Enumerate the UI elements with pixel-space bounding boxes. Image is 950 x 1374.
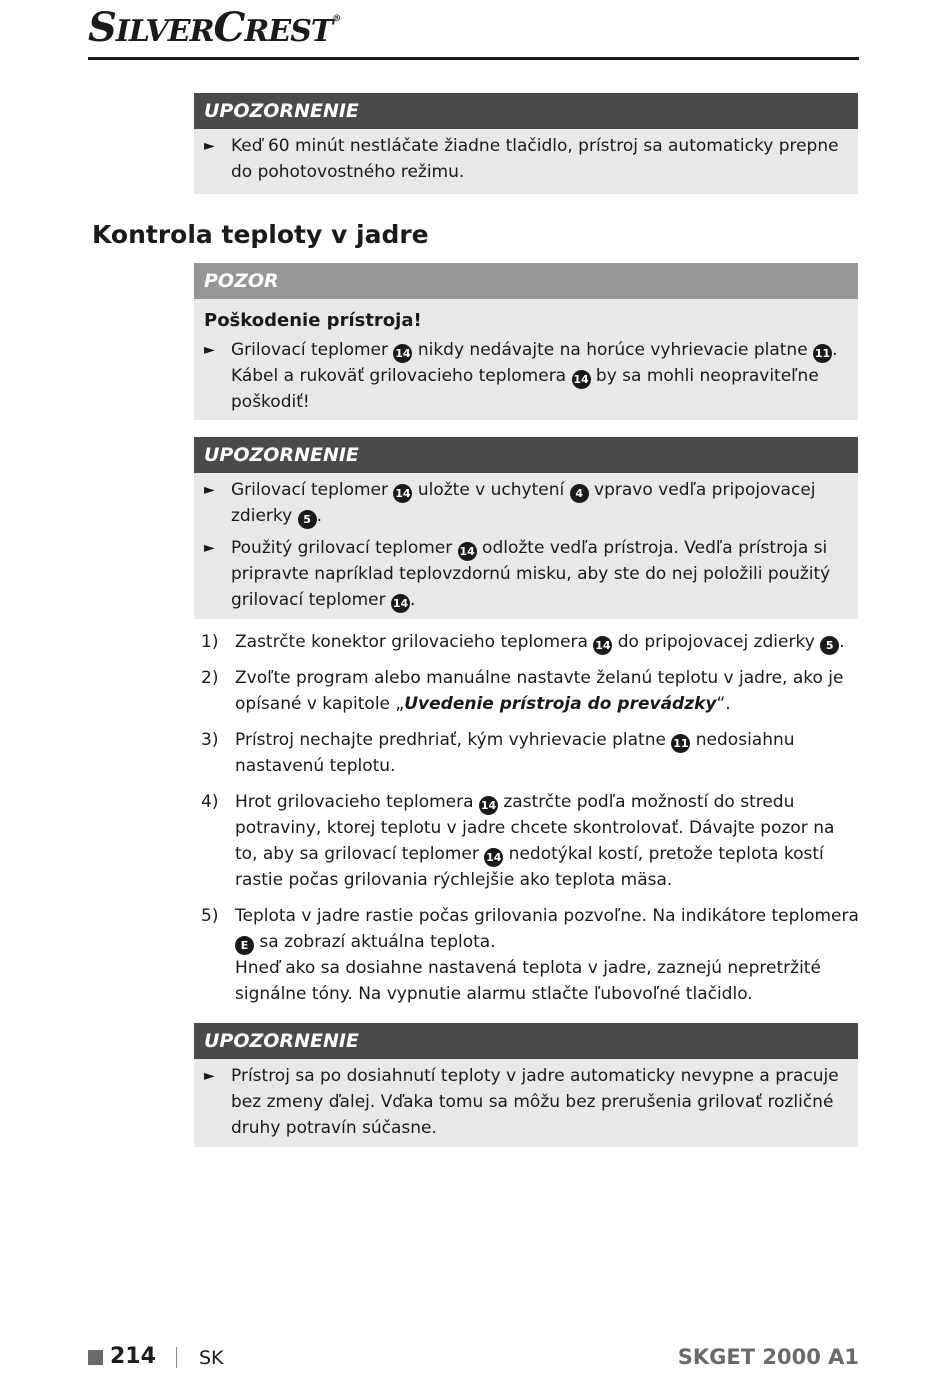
bullet-arrow-icon: ► bbox=[204, 1068, 215, 1084]
ref-14-icon: 14 bbox=[458, 542, 477, 561]
page-footer bbox=[88, 1344, 859, 1374]
page-number: 214 bbox=[110, 1344, 156, 1369]
ref-14-icon: 14 bbox=[479, 796, 498, 815]
note-box-thermometer bbox=[194, 437, 858, 619]
language-code: SK bbox=[199, 1347, 224, 1369]
model-number: SKGET 2000 A1 bbox=[677, 1345, 859, 1369]
ref-5-icon: 5 bbox=[820, 636, 839, 655]
bullet-arrow-icon: ► bbox=[204, 138, 215, 154]
bullet-arrow-icon: ► bbox=[204, 342, 215, 358]
bullet-arrow-icon: ► bbox=[204, 540, 215, 556]
ref-14-icon: 14 bbox=[572, 370, 591, 389]
step-4: 4) Hrot grilovacieho teplomera 14 zastrčte podľa možností do stredu potraviny, ktorej teplotu v jadre chcete skontrolovať. Dávajte pozor na to, aby sa grilovací teplomer 14 nedotýkal kostí, pretože teplota kostí rastie počas grilovania rýchlejšie ako teplota mäsa. bbox=[201, 792, 835, 890]
ref-4-icon: 4 bbox=[570, 484, 589, 503]
footer-divider bbox=[176, 1347, 177, 1368]
note-title: UPOZORNENIE bbox=[194, 1023, 858, 1059]
silvercrest-logo: SILVERCREST® bbox=[88, 4, 341, 51]
bullet-arrow-icon: ► bbox=[204, 482, 215, 498]
note-box-no-autooff bbox=[194, 1023, 858, 1147]
step-5: 5) Teplota v jadre rastie počas grilovania pozvoľne. Na indikátore teplomera E sa zobrazí aktuálna teplota. Hneď ako sa dosiahne nastavená teplota v jadre, zaznejú nepretržité signálne tóny. Na vypnutie alarmu stlačte ľubovoľné tlačidlo. bbox=[201, 906, 859, 1004]
step-3: 3) Prístroj nechajte predhriať, kým vyhrievacie platne 11 nedosiahnu nastavenú teplotu. bbox=[201, 730, 795, 776]
note-title: UPOZORNENIE bbox=[194, 437, 858, 473]
ref-14-icon: 14 bbox=[593, 636, 612, 655]
section-title: Kontrola teploty v jadre bbox=[92, 220, 429, 249]
note-box-standby bbox=[194, 93, 858, 194]
caution-subtitle: Poškodenie prístroja! bbox=[204, 310, 422, 331]
note-bullet: ► Použitý grilovací teplomer 14 odložte vedľa prístroja. Vedľa prístroja si pripravte napríklad teplovzdornú misku, aby ste do nej položili použitý grilovací teplomer 14 . bbox=[204, 535, 848, 613]
ref-11-icon: 11 bbox=[671, 734, 690, 753]
caution-box bbox=[194, 263, 858, 420]
ref-14-icon: 14 bbox=[393, 484, 412, 503]
caution-title: POZOR bbox=[194, 263, 858, 299]
steps-list bbox=[201, 629, 861, 1017]
note-bullet: ► Grilovací teplomer 14 uložte v uchytení 4 vpravo vedľa pripojovacej zdierky 5 . bbox=[204, 477, 848, 529]
ref-11-icon: 11 bbox=[813, 344, 832, 363]
header-rule bbox=[88, 57, 859, 60]
ref-14-icon: 14 bbox=[391, 594, 410, 613]
note-bullet: ► Keď 60 minút nestláčate žiadne tlačidlo, prístroj sa automaticky prepne do pohotovostného režimu. bbox=[204, 133, 848, 185]
ref-14-icon: 14 bbox=[393, 344, 412, 363]
step-1: 1) Zastrčte konektor grilovacieho teplomera 14 do pripojovacej zdierky 5 . bbox=[201, 629, 861, 655]
page-marker-icon bbox=[88, 1350, 103, 1365]
note-bullet: ► Prístroj sa po dosiahnutí teploty v jadre automaticky nevypne a pracuje bez zmeny ďalej. Vďaka tomu sa môžu bez prerušenia grilovať rozličné druhy potravín súčasne. bbox=[204, 1063, 848, 1141]
ref-5-icon: 5 bbox=[298, 510, 317, 529]
note-title: UPOZORNENIE bbox=[194, 93, 858, 129]
step-2: 2) Zvoľte program alebo manuálne nastavte želanú teplotu v jadre, ako je opísané v kapitole „Uvedenie prístroja do prevádzky“. bbox=[201, 668, 844, 714]
caution-bullet: ► Grilovací teplomer 14 nikdy nedávajte na horúce vyhrievacie platne 11 . Kábel a rukoväť grilovacieho teplomera 14 by sa mohli neopraviteľne poškodiť! bbox=[204, 337, 848, 415]
ref-e-icon: E bbox=[235, 936, 254, 955]
ref-14-icon: 14 bbox=[484, 848, 503, 867]
